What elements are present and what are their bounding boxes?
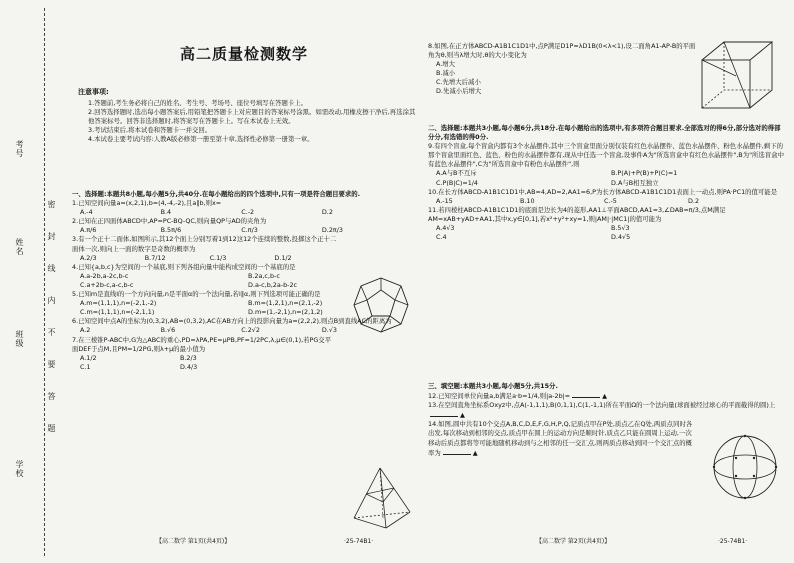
option: D.2π/3 <box>321 226 343 235</box>
question-6: 6.已知空间中点A的坐标为(0,3,2),AB=(0,3,2),AC在AB方向上的投影向量为a=(2,2,2),则点B到直线AC的距离为 <box>72 317 392 326</box>
option: D.A与B相互独立 <box>611 178 659 187</box>
option: A.-4 <box>80 208 93 217</box>
blank-triangle: ▲ <box>472 448 478 457</box>
binding-line <box>44 8 45 556</box>
answer-blank <box>572 391 600 398</box>
option: A.m=(1,1,1),n=(-2,1,-2) <box>80 299 157 308</box>
option: A.2/3 <box>80 253 97 262</box>
options-10 <box>436 197 786 206</box>
options-11 <box>436 224 786 242</box>
option: A.-15 <box>436 196 453 205</box>
section2-header: 二、选择题:本题共3小题,每小题6分,共18分.在每小题给出的选项中,有多项符合题目要求.全部选对的得6分,部分选对的得部分分,有选错的得0分. <box>428 124 781 142</box>
option: D.√3 <box>321 326 337 335</box>
option: A.1/2 <box>80 353 97 362</box>
option: D.1/2 <box>274 253 292 262</box>
question-12-text: 12.已知空间单位向量a,b满足a·b=1/4,则|a-2b|= <box>428 392 571 401</box>
option: B.4 <box>160 208 172 217</box>
question-8-block <box>428 42 698 97</box>
dodecahedron-figure <box>352 276 410 334</box>
circles-figure <box>710 432 780 502</box>
right-page <box>428 0 786 563</box>
note-item: 2.回答选择题时,选出每小题答案后,用铅笔把答题卡上对应题目的答案标号涂黑。如需改动,用橡皮擦干净后,再选涂其他答案标号。回答非选择题时,将答案写在答题卡上。写在本试卷上无效。 <box>88 108 416 126</box>
option: B.2/3 <box>180 353 197 362</box>
section1-header: 一、选择题:本题共8小题,每小题5分,共40分.在每小题给出的四个选项中,只有一项是符合题目要求的. <box>72 190 361 198</box>
options-7 <box>80 354 280 372</box>
answer-blank <box>430 410 458 417</box>
option: C.P(B|C)=1/4 <box>436 178 478 187</box>
seal-char: 题 <box>47 424 56 432</box>
seal-char: 密 <box>47 200 56 208</box>
option: B.7/12 <box>144 253 166 262</box>
option: B.P(A)+P(B)+P(C)=1 <box>611 169 678 178</box>
option: B.m=(1,2,1),n=(2,1,-2) <box>248 299 323 308</box>
notes-heading: 注意事项: <box>78 88 109 96</box>
option: A.增大 <box>436 60 456 69</box>
binding-margin <box>0 0 62 563</box>
option: D.m=(1,-2,1),n=(2,1,2) <box>248 308 323 317</box>
option: C.-5 <box>604 196 617 205</box>
school-label: 学校 <box>15 460 24 478</box>
exam-no-label: 考号 <box>15 140 24 158</box>
question-12 <box>428 391 786 401</box>
class-label: 班级 <box>15 330 24 348</box>
question-14-text: 14.如图,圆中共有10个交点A,B,C,D,E,F,G,H,P,Q,记质点甲在P处,质点乙在Q处,两质点同时各出发,每次移动到相邻的交点,质点甲在圆上的运动方向是顺时针,质点乙只能在圆周上运动,一次移动后质点都将等可能地随机移动到与之相邻的任一交汇点,则两质点移动到同一个交汇点的概率为 <box>428 420 693 457</box>
option: D.2 <box>688 196 700 205</box>
name-label: 姓名 <box>15 238 24 256</box>
section3-header: 三、填空题:本题共3小题,每小题5分,共15分. <box>428 382 558 390</box>
note-item: 1.答题前,考生务必将自己的姓名、考生号、考场号、座位号填写在答题卡上。 <box>88 99 308 108</box>
question-14 <box>428 420 698 457</box>
option: B.√6 <box>160 326 176 335</box>
tetrahedron-figure <box>350 466 414 532</box>
seal-char: 封 <box>47 232 56 240</box>
option: B.5√3 <box>611 224 630 233</box>
question-5: 5.已知m是直线l的一个方向向量,n是平面α的一个法向量,若l∥α,则下列选项可能正确的是 <box>72 290 321 299</box>
seal-char: 线 <box>47 264 56 272</box>
option: C.a+2b-c,a-c,b-c <box>80 280 134 289</box>
options-9 <box>436 169 786 187</box>
option: C.2√2 <box>241 326 260 335</box>
option: C.4 <box>436 233 447 242</box>
section2 <box>428 124 786 242</box>
question-13-text: 13.在空间直角坐标系Oxyz中,点A(-1,1,1),B(0,1,1),C(1,-1,1)所在平面Ω的一个法向量(球面被经过球心的平面截得的圆)上 <box>428 401 776 410</box>
question-1: 1.已知空间向量a=(x,2,1),b=(4,-4,-2),且a∥b,则x= <box>72 199 222 208</box>
cube-figure <box>696 38 780 112</box>
note-item: 3.考试结束后,将本试卷和答题卡一并交回。 <box>88 126 212 135</box>
option: A.A与B不互斥 <box>436 169 477 178</box>
question-11: 11.若四棱柱ABCD-A1B1C1D1的底面是边长为4的菱形,AA1⊥平面ABCD,AA1=3,∠DAB=π/3,点M满足AM=xAB+yAD+AA1,其中x,y∈[0,1],若x²+y²+xy=1,则|AM|·|MC1|的值可能为 <box>428 205 726 223</box>
footer-right-code: ·25-74B1· <box>718 538 748 545</box>
options-1 <box>80 208 416 217</box>
option: B.减小 <box>436 69 456 78</box>
option: A.2 <box>80 326 91 335</box>
question-3: 3.有一个正十二面体,如图所示,其12个面上分别写着1到12这12个连续的整数,投掷这个正十二面体一次,则向上一面的数字是奇数的概率为 <box>72 235 337 253</box>
note-item: 4.本试卷主要考试内容:人教A版必修第一册至第十章,选择性必修第一册第一章。 <box>88 135 314 144</box>
option: A.4√3 <box>436 224 455 233</box>
question-8: 8.如图,在正方体ABCD-A1B1C1D1中,点P满足D1P=λD1B(0<λ<1),设二面角A1-AP-B的平面角为θ,则当λ增大时,θ的大小变化为 <box>428 42 696 60</box>
option: C.m=(1,1,1),n=(-2,1,1) <box>80 308 155 317</box>
left-page <box>72 0 416 563</box>
footer-left-text: 【高二数学 第1页(共4页)】 <box>156 538 231 545</box>
option: D.a-c,b,2a-b-2c <box>248 280 298 289</box>
question-2: 2.已知在正四面体ABCD中,AP=PC-BQ-QC,则向量QP与AD的夹角为 <box>72 217 267 226</box>
option: C.1 <box>80 362 91 371</box>
option: D.先减小后增大 <box>436 87 482 96</box>
question-9: 9.有四个盲盒,每个盲盒内都有3个水晶摆件,其中三个盲盒里面分别仅装有红色水晶摆件、蓝色水晶摆件、粉色水晶摆件,剩下的那个盲盒里面红色、蓝色、粉色的水晶摆件都有,现从中任选一个盲盒,设事件A为"所选盲盒中有红色水晶摆件",B为"所选盲盒中有蓝色水晶摆件",C为"所选盲盒中有粉色水晶摆件",则 <box>428 142 784 169</box>
question-13 <box>428 401 786 420</box>
page-title: 高二质量检测数学 <box>179 45 308 63</box>
question-10: 10.在长方体ABCD-A1B1C1D1中,AB=4,AD=2,AA1=6,P为长方体ABCD-A1B1C1D1表面上一动点,则PA·PC1的值可能是 <box>428 187 778 196</box>
option: C.π/3 <box>241 226 258 235</box>
option: D.2 <box>321 208 333 217</box>
seal-char: 不 <box>47 328 56 336</box>
blank-triangle: ▲ <box>602 392 608 401</box>
option: C.1/3 <box>209 253 227 262</box>
seal-char: 要 <box>47 360 56 368</box>
option: D.4/3 <box>180 362 198 371</box>
blank-triangle: ▲ <box>460 411 465 420</box>
option: B.10 <box>520 196 535 205</box>
question-7: 7.在三棱锥P-ABC中,G为△ABC的重心,PD=λPA,PE=μPB,PF=1/2PC,λ,μ∈(0,1),若PG交平面DEF于点M,且PM=1/2PG,则λ+μ的最小值为 <box>72 335 332 353</box>
option: D.4√5 <box>611 233 631 242</box>
footer-left-code: ·25-74B1· <box>344 538 374 545</box>
question-4: 4.已知{a,b,c}为空间的一个基底,则下列各组向量中能构成空间的一个基底的是 <box>72 262 296 271</box>
option: C.先增大后减小 <box>436 78 481 87</box>
footer-right-text: 【高二数学 第2页(共4页)】 <box>536 538 611 545</box>
notes-block <box>78 88 416 145</box>
answer-blank <box>443 448 471 455</box>
options-8 <box>436 60 698 96</box>
option: C.-2 <box>241 208 255 217</box>
option: A.π/6 <box>80 226 97 235</box>
option: B.5π/6 <box>160 226 182 235</box>
options-3 <box>80 254 350 263</box>
seal-char: 答 <box>47 392 56 400</box>
option: B.2a,c,b-c <box>248 271 280 280</box>
seal-char: 内 <box>47 296 56 304</box>
option: A.a-2b,a-2c,b-c <box>80 271 129 280</box>
